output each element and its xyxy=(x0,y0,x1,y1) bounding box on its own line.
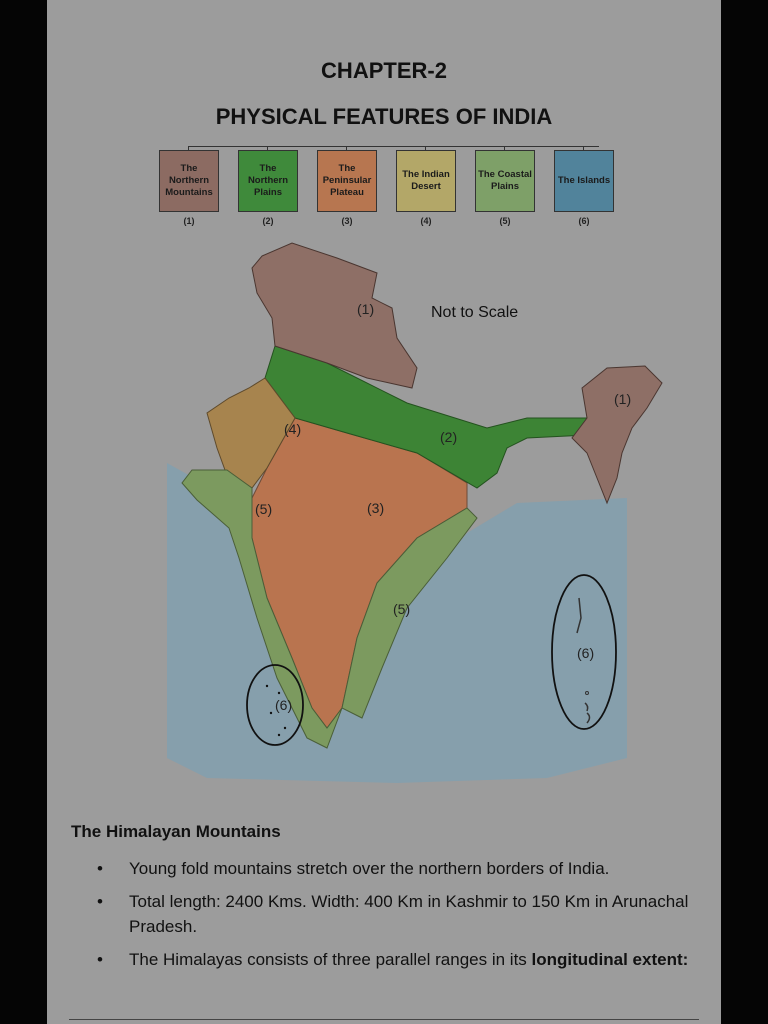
map-label-andaman: (6) xyxy=(577,645,595,661)
map-label-plateau: (3) xyxy=(367,500,385,516)
legend-label: The Indian Desert xyxy=(402,169,450,192)
section-heading: The Himalayan Mountains xyxy=(71,822,281,841)
legend-label: The Islands xyxy=(557,175,611,186)
list-item xyxy=(97,856,697,881)
map-label-northeast-mountains: (1) xyxy=(614,391,632,407)
india-physical-map xyxy=(167,238,632,798)
document-page xyxy=(47,0,721,1024)
bullet-bold-text: longitudinal extent: xyxy=(531,950,689,969)
map-label-west-coast: (5) xyxy=(255,501,273,517)
not-to-scale-note: Not to Scale xyxy=(431,304,519,321)
legend-number: (1) xyxy=(183,216,195,226)
legend-box xyxy=(554,150,614,212)
map-label-plains: (2) xyxy=(440,429,458,445)
list-item xyxy=(97,947,697,972)
map-label-east-coast: (5) xyxy=(393,601,411,617)
legend-label: The Coastal Plains xyxy=(478,169,532,192)
map-label-lakshadweep: (6) xyxy=(275,697,293,713)
bullet-text: Young fold mountains stretch over the northern borders of India. xyxy=(129,859,610,878)
chapter-heading: CHAPTER-2 xyxy=(321,58,447,83)
legend-connector-line xyxy=(189,146,599,147)
legend-number: (2) xyxy=(262,216,274,226)
legend-box xyxy=(475,150,535,212)
legend-number: (4) xyxy=(420,216,432,226)
bullet-list xyxy=(97,856,697,980)
map-label-north-mountains: (1) xyxy=(357,301,375,317)
map-label-desert: (4) xyxy=(284,421,302,437)
page-title: PHYSICAL FEATURES OF INDIA xyxy=(215,104,553,129)
legend xyxy=(159,146,619,232)
northeast-mountains-region xyxy=(572,366,662,503)
bullet-text: The Himalayas consists of three parallel ranges in its xyxy=(129,950,532,969)
legend-label: The Peninsular Plateau xyxy=(322,163,372,198)
list-item xyxy=(97,889,697,939)
legend-number: (3) xyxy=(341,216,353,226)
legend-box xyxy=(396,150,456,212)
legend-box xyxy=(238,150,298,212)
legend-label: The Northern Mountains xyxy=(165,163,213,198)
legend-label: The Northern Plains xyxy=(247,163,289,198)
bullet-text: Total length: 2400 Kms. Width: 400 Km in Kashmir to 150 Km in Arunachal Pradesh. xyxy=(129,892,689,936)
legend-number: (5) xyxy=(499,216,511,226)
legend-box xyxy=(159,150,219,212)
legend-number: (6) xyxy=(578,216,590,226)
legend-box xyxy=(317,150,377,212)
divider xyxy=(69,1019,699,1020)
